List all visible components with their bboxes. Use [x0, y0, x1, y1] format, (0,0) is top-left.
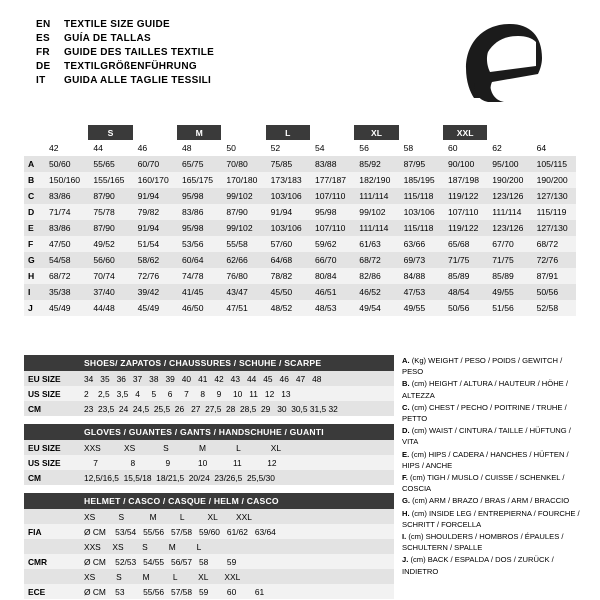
measurement-cell: 60/64: [181, 255, 204, 265]
helmet-icon: [460, 22, 560, 112]
size-band-empty: [133, 125, 177, 140]
measurement-cell: 55/58: [226, 239, 248, 249]
measurement-cell: 91/94: [137, 191, 160, 201]
measurement-cell: 65/75: [181, 159, 204, 169]
legend-item: [402, 495, 580, 506]
legend-text: (cm) SHOULDERS / HOMBROS / ÉPAULES / SCHULTERN / SPALLE: [402, 532, 564, 553]
measurement-cell: 177/187: [314, 175, 347, 185]
size-number: 52: [266, 140, 310, 156]
measurement-cell: 68/72: [49, 271, 71, 281]
header-text-es: GUÍA DE TALLAS: [64, 33, 151, 44]
measurement-cell: 105/115: [536, 159, 568, 169]
measurement-cell: 74/78: [181, 271, 204, 281]
legend-key: H.: [402, 508, 412, 518]
table-row: [24, 440, 394, 455]
row-label: [24, 539, 84, 554]
table-row: [24, 220, 576, 236]
header-line: [36, 32, 214, 46]
row-label: ECE: [28, 586, 46, 597]
measurement-cell: 119/122: [447, 191, 479, 201]
measurement-cell: 80/84: [314, 271, 337, 281]
measurement-cell: 47/50: [49, 239, 71, 249]
size-band-m: M: [177, 125, 221, 140]
size-number: 58: [399, 140, 443, 156]
measurement-cell: 85/89: [492, 271, 514, 281]
legend-text: (Kg) WEIGHT / PESO / POIDS / GEWITCH / PESO: [402, 356, 563, 377]
measurement-cell: 79/82: [137, 207, 160, 217]
row-label: CMR: [28, 556, 48, 567]
measurement-cell: 90/100: [447, 159, 475, 169]
helmet-table: [24, 509, 394, 599]
measurement-cell: 99/102: [226, 191, 253, 201]
table-row: [24, 172, 576, 188]
legend-key: C.: [402, 402, 412, 412]
shoes-title: SHOES/ ZAPATOS / CHAUSSURES / SCHUHE / SCARPE: [24, 355, 394, 371]
measurement-cell: 43/47: [226, 287, 248, 297]
measurement-cell: 85/89: [447, 271, 470, 281]
legend-item: [402, 472, 580, 494]
measurement-cell: 95/98: [181, 223, 204, 233]
measurement-cell: 53/56: [181, 239, 204, 249]
size-band-empty: [221, 125, 265, 140]
measurement-cell: 111/114: [359, 191, 389, 201]
table-row: [24, 524, 394, 539]
header-text-fr: GUIDE DES TAILLES TEXTILE: [64, 47, 215, 58]
table-row: [24, 539, 394, 554]
lang-code-de: DE: [36, 61, 51, 72]
gloves-title: GLOVES / GUANTES / GANTS / HANDSCHUHE / GUANTI: [24, 424, 394, 440]
measurement-cell: 83/86: [181, 207, 204, 217]
size-number: 54: [310, 140, 354, 156]
legend-text: (cm) WAIST / CINTURA / TAILLE / HÜFTUNG / VITA: [402, 426, 571, 447]
row-values: XXS XS S M L XL: [84, 442, 282, 453]
measurement-cell: 173/183: [270, 175, 302, 185]
size-number: 48: [177, 140, 221, 156]
measurement-cell: 165/175: [181, 175, 214, 185]
row-label: C: [28, 191, 35, 201]
row-label: EU SIZE: [28, 373, 61, 384]
row-label: US SIZE: [28, 457, 61, 468]
measurement-cell: 68/72: [359, 255, 381, 265]
band-corner: [24, 125, 44, 140]
measurement-table: [24, 125, 576, 316]
measurement-cell: 39/42: [137, 287, 160, 297]
row-label: D: [28, 207, 35, 217]
size-band-empty: [44, 125, 88, 140]
table-row: [24, 569, 394, 584]
legend-text: (cm) INSIDE LEG / ENTREPIERNA / FOURCHE / SCHRITT / FORCELLA: [402, 508, 580, 529]
row-values: 7 8 9 10 11 12: [84, 457, 277, 468]
table-row: [24, 188, 576, 204]
measurement-cell: 103/106: [270, 223, 302, 233]
size-band-empty: [310, 125, 354, 140]
row-label: H: [28, 271, 35, 281]
row-label: FIA: [28, 526, 42, 537]
measurement-cell: 75/78: [93, 207, 115, 217]
measurement-cell: 127/130: [536, 223, 568, 233]
table-row: [24, 156, 576, 172]
legend-item: [402, 425, 580, 447]
measurement-cell: 187/198: [447, 175, 480, 185]
legend-item: [402, 355, 580, 377]
size-number: 46: [133, 140, 177, 156]
measurement-cell: 87/91: [536, 271, 559, 281]
table-row: [24, 268, 576, 284]
legend-list: [402, 355, 580, 578]
measurement-cell: 103/106: [270, 191, 302, 201]
measurement-cell: 69/73: [403, 255, 426, 265]
measurement-cell: 83/86: [49, 223, 71, 233]
size-number: 60: [443, 140, 487, 156]
table-row: [24, 300, 576, 316]
measurement-cell: 91/94: [137, 223, 160, 233]
table-row: [24, 401, 394, 416]
row-label: CM: [28, 403, 42, 414]
row-label: B: [28, 175, 35, 185]
lang-code-es: ES: [36, 33, 50, 44]
measurement-cell: 44/48: [93, 303, 115, 313]
measurement-cell: 58/62: [137, 255, 160, 265]
measurement-cell: 49/52: [93, 239, 115, 249]
gloves-table: [24, 440, 394, 485]
measurement-cell: 99/102: [359, 207, 386, 217]
size-band-empty: [399, 125, 443, 140]
measurement-cell: 87/90: [93, 223, 115, 233]
row-values: Ø CM 53 55/56 57/58 59 60 61: [84, 586, 265, 597]
measurement-cell: 71/75: [447, 255, 470, 265]
measurement-cell: 87/90: [93, 191, 115, 201]
measurement-cell: 115/118: [403, 223, 434, 233]
measurement-cell: 46/51: [314, 287, 337, 297]
measurement-cell: 63/66: [403, 239, 426, 249]
measurement-cell: 84/88: [403, 271, 426, 281]
table-row: [24, 371, 394, 386]
measurement-cell: 62/66: [226, 255, 248, 265]
measurement-cell: 50/56: [447, 303, 470, 313]
legend-key: E.: [402, 449, 412, 459]
measurement-cell: 95/98: [314, 207, 337, 217]
measurement-cell: 50/56: [536, 287, 559, 297]
table-row: [24, 204, 576, 220]
measurement-cell: 160/170: [137, 175, 169, 185]
row-values: 12,5/16,5 15,5/18 18/21,5 20/24 23/26,5 25,5/30: [84, 472, 275, 483]
measurement-cell: 123/126: [492, 223, 524, 233]
header-line: [36, 74, 214, 88]
size-band-row: [24, 125, 576, 140]
measurement-cell: 45/49: [137, 303, 160, 313]
measurement-cell: 190/200: [536, 175, 568, 185]
measurement-cell: 82/86: [359, 271, 381, 281]
measurement-cell: 103/106: [403, 207, 435, 217]
measurement-cell: 107/110: [314, 223, 346, 233]
measurement-cell: 66/70: [314, 255, 337, 265]
legend-text: (cm) CHEST / PECHO / POITRINE / TRUHE / PETTO: [402, 402, 567, 424]
size-number: 64: [532, 140, 576, 156]
row-label: I: [28, 287, 31, 297]
row-label: E: [28, 223, 34, 233]
measurement-cell: 35/38: [49, 287, 71, 297]
row-values: XS S M L XL XXL: [84, 571, 241, 582]
measurement-cell: 72/76: [536, 255, 559, 265]
size-number: 56: [354, 140, 398, 156]
legend-key: D.: [402, 426, 412, 436]
measurement-cell: 75/85: [270, 159, 293, 169]
legend-item: [402, 378, 580, 400]
measurement-cell: 54/58: [49, 255, 71, 265]
row-values: 23 23,5 24 24,5 25,5 26 27 27,5 28 28,5 29 30 30,5 31,5 32: [84, 403, 338, 414]
measurement-cell: 95/98: [181, 191, 204, 201]
measurement-cell: 111/114: [492, 207, 522, 217]
row-values: XXS XS S M L: [84, 541, 202, 552]
measurement-cell: 83/86: [49, 191, 71, 201]
measurement-cell: 52/58: [536, 303, 559, 313]
measurement-cell: 61/63: [359, 239, 381, 249]
lang-code-en: EN: [36, 19, 51, 30]
size-number: 44: [88, 140, 132, 156]
legend-text: (cm) TIGH / MUSLO / CUISSE / SCHENKEL / COSCIA: [402, 473, 565, 494]
measurement-cell: 107/110: [314, 191, 346, 201]
number-corner: [24, 140, 44, 156]
measurement-cell: 150/160: [49, 175, 81, 185]
header-line: [36, 46, 214, 60]
header-line: [36, 18, 214, 32]
measurement-cell: 111/114: [359, 223, 389, 233]
size-number: 50: [221, 140, 265, 156]
measurement-cell: 45/50: [270, 287, 293, 297]
measurement-cell: 87/95: [403, 159, 426, 169]
table-row: [24, 584, 394, 599]
row-values: XS S M L XL XXL: [84, 511, 252, 522]
measurement-cell: 70/74: [93, 271, 115, 281]
measurement-cell: 37/40: [93, 287, 115, 297]
legend-key: G.: [402, 496, 413, 506]
measurement-cell: 76/80: [226, 271, 248, 281]
measurement-cell: 190/200: [492, 175, 524, 185]
measurement-cell: 182/190: [359, 175, 391, 185]
table-row: [24, 236, 576, 252]
table-row: [24, 554, 394, 569]
size-number: 42: [44, 140, 88, 156]
row-label: [24, 569, 84, 584]
measurement-cell: 71/74: [49, 207, 71, 217]
measurement-cell: 68/72: [536, 239, 559, 249]
header-languages: [36, 18, 214, 88]
measurement-cell: 83/88: [314, 159, 337, 169]
measurement-cell: 49/55: [403, 303, 426, 313]
legend-item: [402, 554, 580, 576]
measurement-cell: 64/68: [270, 255, 293, 265]
legend-item: [402, 508, 580, 530]
table-row: [24, 284, 576, 300]
measurement-cell: 91/94: [270, 207, 293, 217]
measurement-cell: 72/76: [137, 271, 160, 281]
size-band-empty: [487, 125, 531, 140]
measurement-cell: 57/60: [270, 239, 293, 249]
size-number: 62: [487, 140, 531, 156]
shoes-table: [24, 371, 394, 416]
legend-key: I.: [402, 532, 409, 542]
measurement-cell: 48/52: [270, 303, 293, 313]
row-label: US SIZE: [28, 388, 61, 399]
header-text-de: TEXTILGRÖßENFÜHRUNG: [64, 61, 197, 72]
measurement-cell: 107/110: [447, 207, 479, 217]
measurement-cell: 56/60: [93, 255, 115, 265]
size-band-s: S: [88, 125, 132, 140]
legend-key: B.: [402, 379, 412, 389]
row-values: 2 2,5 3,5 4 5 6 7 8 9 10 11 12 13: [84, 388, 291, 399]
legend-key: J.: [402, 555, 411, 565]
table-row: [24, 386, 394, 401]
lang-code-fr: FR: [36, 47, 50, 58]
measurement-cell: 55/65: [93, 159, 115, 169]
measurement-cell: 49/55: [492, 287, 514, 297]
legend-item: [402, 449, 580, 471]
measurement-cell: 48/53: [314, 303, 337, 313]
lang-code-it: IT: [36, 75, 46, 86]
row-values: 34 35 36 37 38 39 40 41 42 43 44 45 46 47 48: [84, 373, 322, 384]
measurement-cell: 70/80: [226, 159, 248, 169]
left-tables: [24, 355, 394, 599]
measurement-cell: 115/118: [403, 191, 434, 201]
measurement-cell: 41/45: [181, 287, 204, 297]
table-row: [24, 455, 394, 470]
measurement-cell: 119/122: [447, 223, 479, 233]
measurement-cell: 47/51: [226, 303, 248, 313]
legend-item: [402, 531, 580, 553]
row-values: Ø CM 52/53 54/55 56/57 58 59: [84, 556, 237, 567]
size-number-row: [24, 140, 576, 156]
measurement-cell: 46/50: [181, 303, 204, 313]
row-label: EU SIZE: [28, 442, 61, 453]
measurement-cell: 47/53: [403, 287, 426, 297]
size-band-xl: XL: [354, 125, 398, 140]
measurement-cell: 67/70: [492, 239, 514, 249]
row-label: [24, 509, 84, 524]
table-row: [24, 252, 576, 268]
table-row: [24, 509, 394, 524]
header-text-it: GUIDA ALLE TAGLIE TESSILI: [64, 75, 212, 86]
row-label: F: [28, 239, 34, 249]
measurement-cell: 71/75: [492, 255, 514, 265]
measurement-cell: 95/100: [492, 159, 519, 169]
row-label: CM: [28, 472, 42, 483]
measurement-cell: 51/54: [137, 239, 160, 249]
measurement-cell: 48/54: [447, 287, 470, 297]
measurement-cell: 87/90: [226, 207, 248, 217]
measurement-cell: 65/68: [447, 239, 470, 249]
table-row: [24, 470, 394, 485]
measurement-cell: 78/82: [270, 271, 293, 281]
measurement-cell: 85/92: [359, 159, 381, 169]
row-label: J: [28, 303, 33, 313]
measurement-cell: 99/102: [226, 223, 253, 233]
measurement-cell: 46/52: [359, 287, 381, 297]
legend-text: (cm) HEIGHT / ALTURA / HAUTEUR / HÖHE / ALTEZZA: [402, 379, 568, 400]
measurement-cell: 51/56: [492, 303, 514, 313]
measurement-cell: 123/126: [492, 191, 524, 201]
size-band-xxl: XXL: [443, 125, 487, 140]
helmet-title: HELMET / CASCO / CASQUE / HELM / CASCO: [24, 493, 394, 509]
row-label: A: [28, 159, 35, 169]
row-label: G: [28, 255, 35, 265]
row-values: Ø CM 53/54 55/56 57/58 59/60 61/62 63/64: [84, 526, 276, 537]
measurement-cell: 50/60: [49, 159, 71, 169]
size-band-l: L: [266, 125, 310, 140]
header-text-en: TEXTILE SIZE GUIDE: [64, 19, 170, 30]
legend-item: [402, 402, 580, 424]
legend-text: (cm) BACK / ESPALDA / DOS / ZURÜCK / INDIETRO: [402, 555, 554, 576]
measurement-cell: 115/119: [536, 207, 567, 217]
size-band-empty: [532, 125, 576, 140]
measurement-cell: 49/54: [359, 303, 381, 313]
measurement-cell: 59/62: [314, 239, 337, 249]
measurement-cell: 155/165: [93, 175, 125, 185]
measurement-cell: 60/70: [137, 159, 160, 169]
measurement-cell: 127/130: [536, 191, 568, 201]
header-line: [36, 60, 214, 74]
legend-text: (cm) HIPS / CADERA / HANCHES / HÜFTEN / HIPS / ANCHE: [402, 449, 569, 470]
measurement-cell: 170/180: [226, 175, 258, 185]
measurement-cell: 185/195: [403, 175, 435, 185]
legend-key: F.: [402, 473, 411, 483]
legend-text: (cm) ARM / BRAZO / BRAS / ARM / BRACCIO: [412, 496, 570, 506]
legend-key: A.: [402, 356, 412, 365]
measurement-cell: 45/49: [49, 303, 71, 313]
